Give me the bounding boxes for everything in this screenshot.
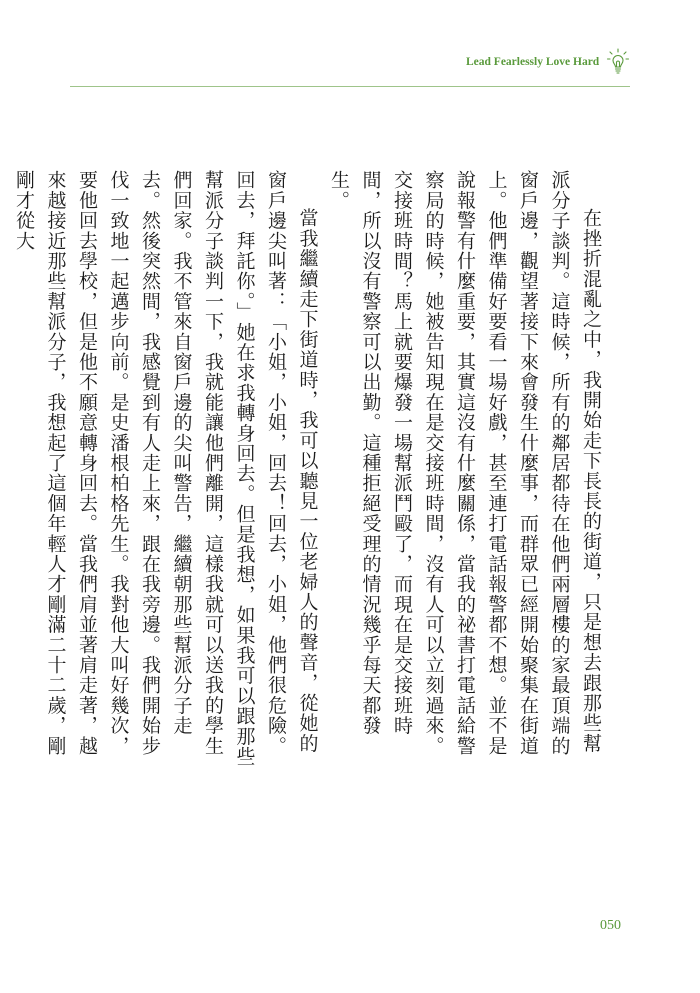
body-text <box>13 170 606 770</box>
paragraph: 在挫折混亂之中，我開始走下長長的街道，只是想去跟那些幫派分子談判。這時候，所有的鄰居都待在他們兩層樓的家最頂端的窗戶邊，觀望著接下來會發生什麼事，而群眾已經開始聚集在街道上。他們準備好要看一場好戲，甚至連打電話報警都不想。並不是說報警有什麼重要，其實這沒有什麼關係，當我的祕書打電話給警察局的時候，她被告知現在是交接班時間，沒有人可以立刻過來。交接班時間？馬上就要爆發一場幫派鬥毆了，而現在是交接班時間，所以沒有警察可以出勤。這種拒絕受理的情況幾乎每天都發生。 <box>328 170 602 756</box>
header-divider <box>70 86 630 87</box>
running-header-title: Lead Fearlessly Love Hard <box>466 56 600 68</box>
lightbulb-icon <box>607 48 629 76</box>
page-number: 050 <box>600 918 621 933</box>
paragraph: 當我繼續走下街道時，我可以聽見一位老婦人的聲音，從她的窗戶邊尖叫著：「小姐，小姐，回去！回去，小姐，他們很危險。回去，拜託你。」她在求我轉身回去。但是我想，如果我可以跟那些幫派分子談判一下，我就能讓他們離開，這樣我就可以送我的學生們回家。我不管來自窗戶邊的尖叫警告，繼續朝那些幫派分子走去。然後突然間，我感覺到有人走上來，跟在我旁邊。我們開始步伐一致地一起邁步向前。是史潘根柏格先生。我對他大叫好幾次，要他回去學校，但是他不願意轉身回去。當我們肩並著肩走著，越來越接近那些幫派分子，我想起了這個年輕人才剛滿二十二歲，剛剛才從大 <box>13 170 319 767</box>
